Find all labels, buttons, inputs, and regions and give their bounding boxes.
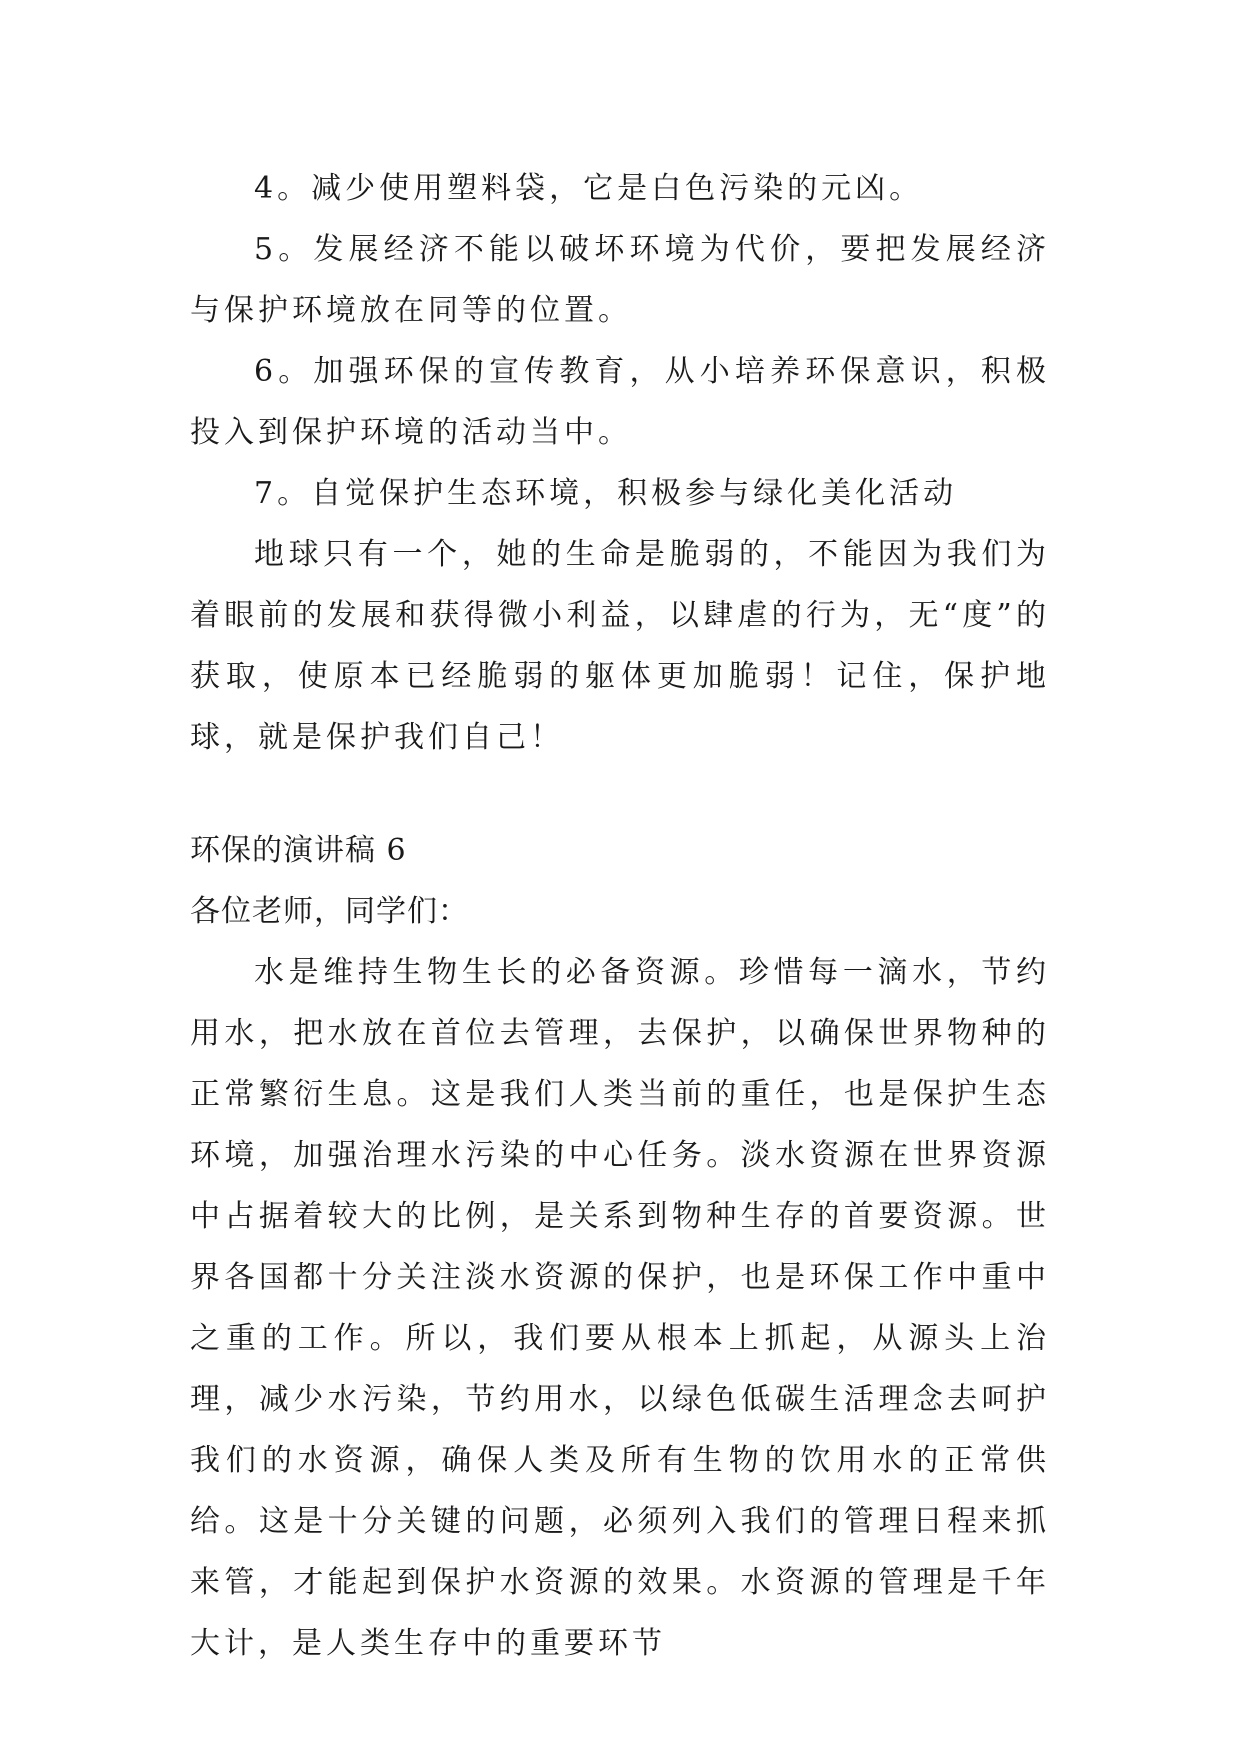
list-item-7: 7。自觉保护生态环境，积极参与绿化美化活动 [254, 476, 958, 511]
list-item-4: 4。减少使用塑料袋，它是白色污染的元凶。 [254, 171, 924, 206]
closing-paragraph: 地球只有一个，她的生命是脆弱的，不能因为我们为着眼前的发展和获得微小利益，以肆虐的行为，无“度”的获取，使原本已经脆弱的躯体更加脆弱！记住，保护地球，就是保护我们自己！ [190, 537, 1050, 755]
section-title: 环保的演讲稿 6 [190, 833, 407, 868]
list-item-5: 5。发展经济不能以破坏环境为代价，要把发展经济与保护环境放在同等的位置。 [190, 232, 1050, 328]
greeting: 各位老师，同学们： [190, 894, 469, 929]
body-paragraph: 水是维持生物生长的必备资源。珍惜每一滴水，节约用水，把水放在首位去管理，去保护，以确保世界物种的正常繁衍生息。这是我们人类当前的重任，也是保护生态环境，加强治理水污染的中心任务。淡水资源在世界资源中占据着较大的比例，是关系到物种生存的首要资源。世界各国都十分关注淡水资源的保护，也是环保工作中重中之重的工作。所以，我们要从根本上抓起，从源头上治理，减少水污染，节约用水，以绿色低碳生活理念去呵护我们的水资源，确保人类及所有生物的饮用水的正常供给。这是十分关键的问题，必须列入我们的管理日程来抓来管，才能起到保护水资源的效果。水资源的管理是千年大计，是人类生存中的重要环节 [190, 955, 1050, 1661]
list-item-6: 6。加强环保的宣传教育，从小培养环保意识，积极投入到保护环境的活动当中。 [190, 354, 1050, 450]
document-page [190, 158, 1050, 1674]
